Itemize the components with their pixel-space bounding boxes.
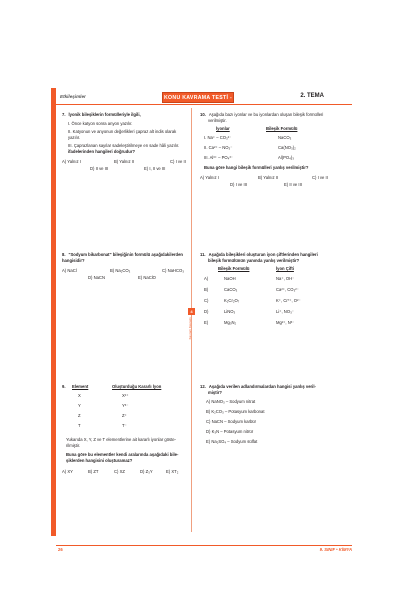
answer-option[interactable]: B) K₂CO₃ – Potasyum karbonat <box>206 409 265 414</box>
page-header <box>56 90 352 111</box>
statement-item: yazılır. <box>68 135 81 140</box>
theme-label: 2. TEMA <box>300 93 324 99</box>
answer-option[interactable]: C) I ve II <box>312 175 328 180</box>
header-rule <box>56 104 352 105</box>
statement-item: III. Çaprazlanan sayılar sadeleştirilmeye en sade hâli yazılır. <box>68 143 180 148</box>
ion-table <box>62 393 188 433</box>
question-stem: Aşağıda bileşikleri oluşturan iyon çiftlerinden hangileri <box>208 252 318 257</box>
table-cell: I. Na⁺ – CO₃²⁻ <box>204 135 232 140</box>
question-stem: verilmiştir. <box>208 118 227 123</box>
answer-option[interactable]: E) I, II ve III <box>144 166 166 171</box>
question-number: 12. <box>200 384 206 389</box>
ion-pair-table <box>200 276 340 332</box>
question-11 <box>200 252 340 332</box>
answer-option[interactable]: A) Yalnız I <box>200 175 219 180</box>
statement-item: II. Katyonun ve anyonun değerlikleri çapraz alt indis olarak <box>68 129 177 134</box>
side-tab-marker: 4 <box>188 308 195 315</box>
table-cell: K₂Cr₂O₇ <box>224 298 240 303</box>
test-title: KONU KAVRAMA TESTİ - 3 <box>162 92 234 103</box>
question-number: 9. <box>62 384 66 389</box>
answer-option[interactable]: D) I ve III <box>230 182 247 187</box>
question-stem: bileşik formülünün yanında yanlış verilmiştir? <box>208 258 300 263</box>
table-header: İyonlar <box>216 126 230 131</box>
table-header: Bileşik Formülü <box>218 266 250 271</box>
compound-table <box>200 135 340 165</box>
answer-option[interactable]: E) Na₂SO₄ – Sodyum sülfat <box>206 439 258 444</box>
table-cell: Mg²⁺, N³⁻ <box>276 320 295 325</box>
side-tab-label: Kavram Kavramı <box>188 317 192 340</box>
question-7 <box>62 112 186 173</box>
question-10 <box>200 112 340 189</box>
question-stem: miştir? <box>208 390 222 395</box>
question-prompt: şiklerden hangisini oluşturamaz? <box>66 458 133 463</box>
table-cell: K⁺, Cr⁷⁺, O²⁻ <box>276 298 301 303</box>
table-cell: X <box>78 393 81 398</box>
statement-item: I. Önce katyon sonra anyon yazılır. <box>68 121 133 126</box>
left-accent-strip <box>51 88 56 536</box>
answer-option[interactable]: C) XZ <box>114 469 125 474</box>
answer-option[interactable]: D) II ve III <box>90 166 109 171</box>
answer-option[interactable]: E) XT₂ <box>166 469 179 474</box>
footer-brand: 9. SINIF • KİMYA <box>319 547 352 552</box>
question-text: Yukarıda X, Y, Z ve T elementlerine ait kararlı iyonlar göste- <box>66 437 177 442</box>
page-number: 26 <box>58 547 63 552</box>
table-header: Element <box>72 384 89 389</box>
answer-option[interactable]: B) ZT <box>88 469 99 474</box>
question-number: 8. <box>62 252 66 257</box>
question-prompt: ifadelerinden hangileri doğrudur? <box>68 149 136 154</box>
answer-option[interactable]: A) Yalnız I <box>62 159 81 164</box>
question-prompt: Buna göre bu elementler kendi aralarında aşağıdaki bile- <box>66 452 179 457</box>
table-cell: T⁻ <box>122 423 127 428</box>
table-cell: T <box>78 423 81 428</box>
question-prompt: Buna göre hangi bileşik formülleri yanlış verilmiştir? <box>204 165 309 170</box>
answer-option[interactable]: E) NaClO <box>138 275 156 280</box>
side-tab <box>187 280 196 340</box>
answer-option[interactable]: B) Yalnız II <box>114 159 135 164</box>
table-cell: II. Ca²⁺ – NO₃⁻ <box>204 145 233 150</box>
question-stem: Aşağıda verilen adlandırmalardan hangisi yanlış veril- <box>208 384 316 389</box>
table-cell: NaCO₃ <box>278 135 292 140</box>
answer-option[interactable]: A) NaNO₃ – Sodyum nitrat <box>206 399 256 404</box>
footer-rule <box>56 545 352 546</box>
table-cell: NaOH <box>224 276 236 281</box>
answer-option[interactable]: C) I ve II <box>170 159 186 164</box>
option-letter[interactable]: B) <box>204 287 209 292</box>
option-letter[interactable]: C) <box>204 298 209 303</box>
question-number: 7. <box>62 112 66 117</box>
question-9 <box>62 384 188 477</box>
answer-option[interactable]: B) Yalnız II <box>258 175 279 180</box>
question-12 <box>200 384 340 445</box>
table-cell: Y <box>78 403 81 408</box>
answer-option[interactable]: B) Na₂CO₃ <box>110 268 131 273</box>
table-cell: III. Al³⁺ – PO₄³⁻ <box>204 155 233 160</box>
table-cell: Z <box>78 413 81 418</box>
table-cell: Na⁺, OH⁻ <box>276 276 295 281</box>
table-cell: Y³⁻ <box>122 403 129 408</box>
table-header: İyon Çifti <box>276 266 294 271</box>
table-cell: Mg₃N₂ <box>224 320 237 325</box>
table-header: Oluşturduğu Kararlı İyon <box>112 384 162 389</box>
table-cell: CaCO₃ <box>224 287 238 292</box>
table-cell: Z⁺ <box>122 413 127 418</box>
question-8 <box>62 252 188 282</box>
answer-option[interactable]: C) NaHCO₃ <box>162 268 184 273</box>
table-cell: Al(PO₄)₃ <box>278 155 294 160</box>
answer-option[interactable]: C) NaCN – Sodyum karbür <box>206 419 257 424</box>
option-letter[interactable]: D) <box>204 309 209 314</box>
question-text: rilmiştir. <box>66 443 81 448</box>
table-cell: LiNO₃ <box>224 309 236 314</box>
answer-option[interactable]: D) NaCN <box>88 275 105 280</box>
answer-option[interactable]: D) Z₃Y <box>140 469 153 474</box>
answer-option[interactable]: E) II ve III <box>284 182 302 187</box>
section-label: Etkileşimler <box>60 94 86 99</box>
table-cell: Ca²⁺, CO₃²⁻ <box>276 287 299 292</box>
question-number: 10. <box>200 112 206 117</box>
answer-option[interactable]: D) K₃N – Potasyum nitrür <box>206 429 254 434</box>
answer-option[interactable]: A) XY <box>62 469 73 474</box>
question-stem: "Sodyum bikarbonat" bileşiğinin formülü aşağıdakilerden hangisidir? <box>62 252 183 263</box>
answer-option[interactable]: A) NaCl <box>62 268 77 273</box>
table-header: Bileşik Formülü <box>266 126 298 131</box>
option-letter[interactable]: E) <box>204 320 209 325</box>
question-stem: İyonik bileşiklerin formülleriyle ilgili, <box>68 112 141 117</box>
question-stem: Aşağıda bazı iyonlar ve bu iyonlardan oluşan bileşik formülleri <box>208 112 324 117</box>
option-letter[interactable]: A) <box>204 276 209 281</box>
table-cell: Ca(NO₃)₂ <box>278 145 296 150</box>
question-number: 11. <box>200 252 206 257</box>
table-cell: X²⁺ <box>122 393 129 398</box>
table-cell: Li⁺, NO₃⁻ <box>276 309 294 314</box>
